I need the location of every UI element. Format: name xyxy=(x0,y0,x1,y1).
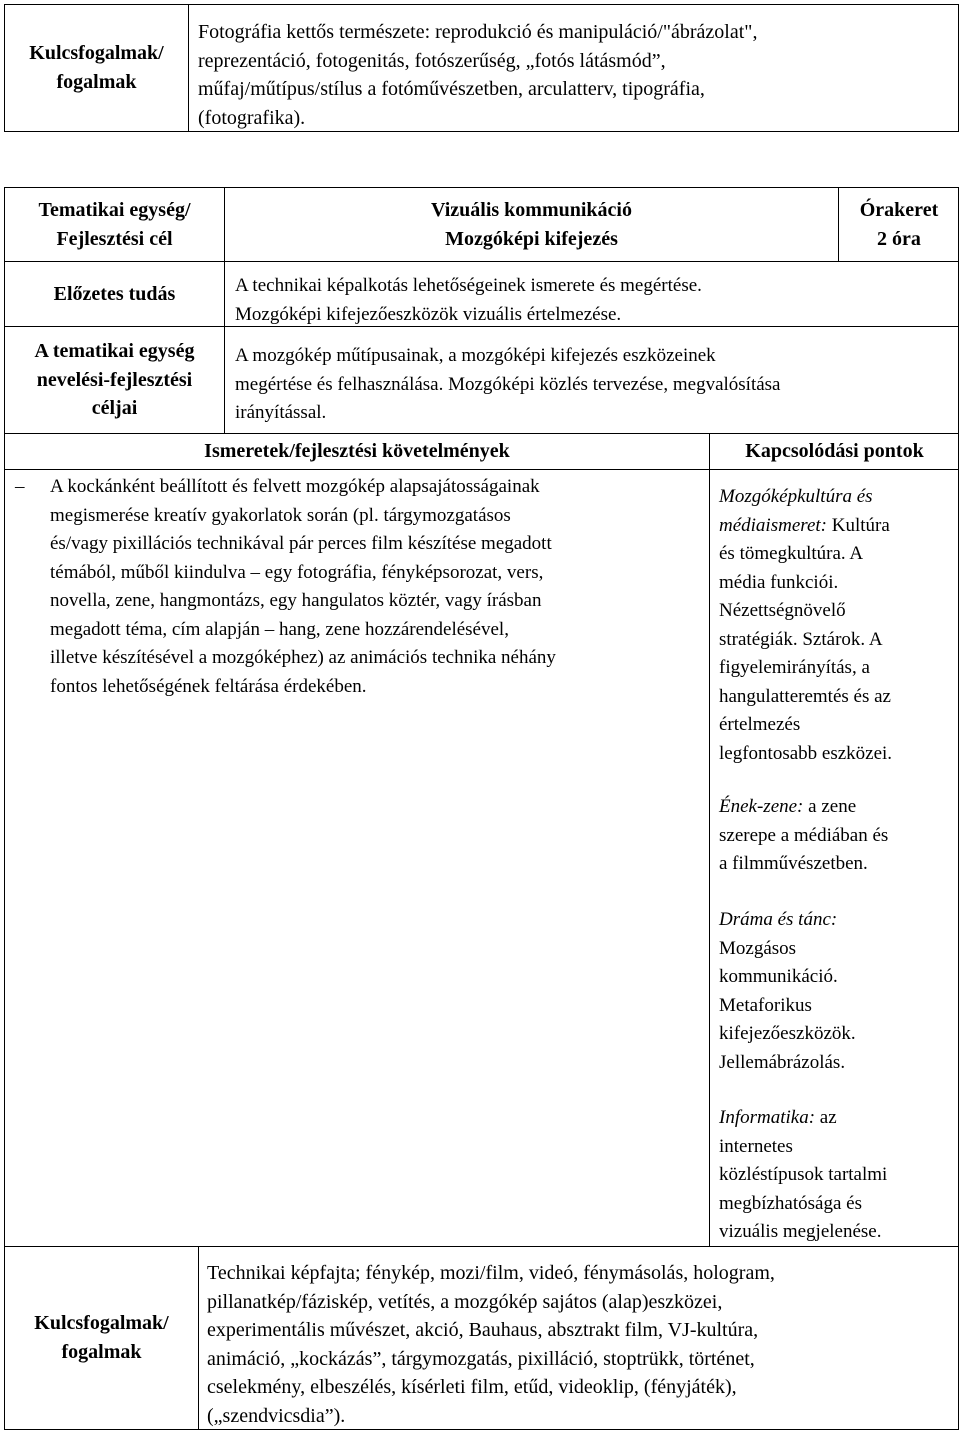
requirements-bullet-dash: – xyxy=(15,476,25,497)
requirements-connections-divider xyxy=(709,433,710,1247)
top-keywords-label: Kulcsfogalmak/ fogalmak xyxy=(29,42,164,93)
unit-title: Vizuális kommunikáció Mozgóképi kifejezés xyxy=(431,198,632,250)
connection-media: Mozgóképkultúra és médiaismeret: Kultúra és tömegkultúra. A média funkciói. Nézettségnövelő stratégiák. Sztárok. A figyelemirányítás, a hangulatteremtés és az értelmezés legfontosabb eszközei. xyxy=(719,486,893,764)
bottom-keywords-label: Kulcsfogalmak/ fogalmak xyxy=(34,1312,169,1363)
top-keywords-content: Fotográfia kettős természete: reprodukció és manipuláció/"ábrázolat", reprezentáció, fotogenitás, fotószerűség, „fotós látásmód”, műfaj/műtípus/stílus a fotóművészetben, arculatterv, tipográfia, (fotografika). xyxy=(198,21,758,129)
bottom-keywords-divider xyxy=(198,1246,199,1430)
goals-label: A tematikai egység nevelési-fejlesztési céljai xyxy=(34,340,195,420)
requirements-bullet-text: A kockánként beállított és felvett mozgókép alapsajátosságainak megismerése kreatív gyakorlatok során (pl. tárgymozgatásos és/vagy pixillációs technikával pár perces film készítése megadott témából, műből kiindulva – egy fotográfia, fényképsorozat, vers, novella, zene, hangmontázs, egy hangulatos köztér, vagy írásban megadott téma, cím alapján – hang, zene hozzárendelésével, illetve készítésével a mozgóképhez) az animációs technika néhány fontos lehetőségének feltárása érdekében. xyxy=(50,476,556,697)
unit-hours: Órakeret 2 óra xyxy=(859,198,939,250)
connections-heading: Kapcsolódási pontok xyxy=(745,440,924,462)
connection-drama: Dráma és tánc: Mozgásos kommunikáció. Metaforikus kifejezőeszközök. Jellemábrázolás. xyxy=(719,909,856,1073)
prior-knowledge-content: A technikai képalkotás lehetőségeinek ismerete és megértése. Mozgóképi kifejezőeszközök vizuális értelmezése. xyxy=(235,275,702,325)
connection-music: Ének-zene: a zene szerepe a médiában és a filmművészetben. xyxy=(719,796,889,874)
prior-knowledge-label: Előzetes tudás xyxy=(53,282,176,305)
bottom-keywords-content: Technikai képfajta; fénykép, mozi/film, videó, fénymásolás, hologram, pillanatkép/fáziskép, vetítés, a mozgókép sajátos (alap)eszközei, experimentális művészet, akció, Bauhaus, absztrakt film, VJ-kultúra, animáció, „kockázás”, tárgymozgatás, pixilláció, stoptrükk, történet, cselekmény, elbeszélés, kísérleti film, etűd, videoklip, (fényjáték), („szendvicsdia”). xyxy=(207,1262,775,1427)
goals-content: A mozgókép műtípusainak, a mozgóképi kifejezés eszközeinek megértése és felhasználása. Mozgóképi közlés tervezése, megvalósítása irányítással. xyxy=(235,345,781,423)
unit-row-divider-4 xyxy=(4,469,959,470)
unit-header-label: Tematikai egység/ Fejlesztési cél xyxy=(38,198,191,250)
requirements-heading: Ismeretek/fejlesztési követelmények xyxy=(204,440,510,462)
connection-informatics: Informatika: az internetes közléstípusok tartalmi megbízhatósága és vizuális megjelenése. xyxy=(719,1107,888,1242)
top-keywords-divider xyxy=(188,4,189,132)
